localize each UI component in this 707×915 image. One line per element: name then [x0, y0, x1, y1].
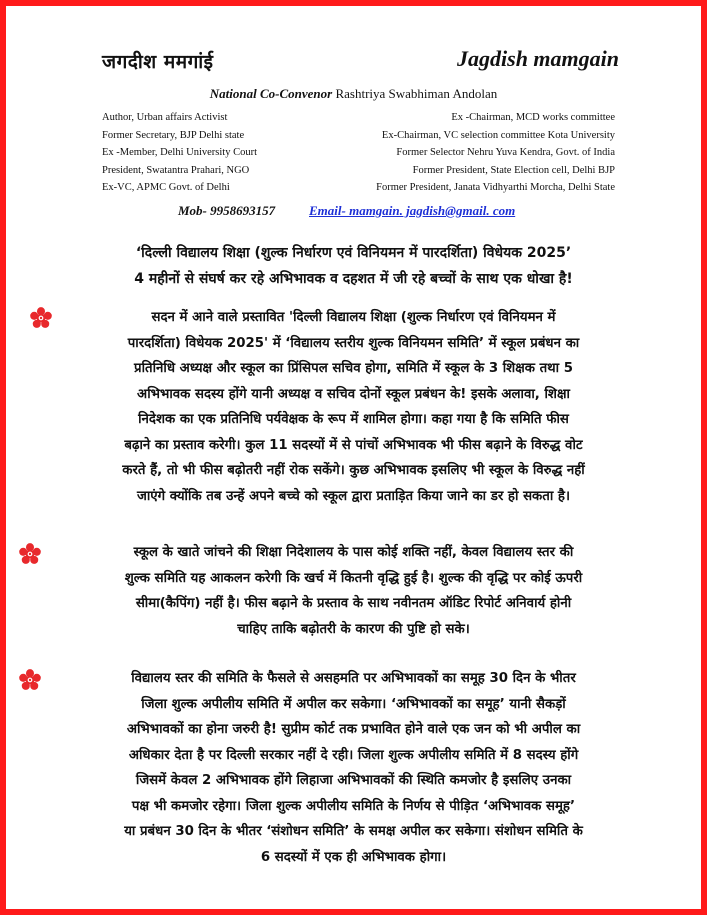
credential-item: Former Selector Nehru Yuva Kendra, Govt. of India: [396, 147, 615, 158]
paragraph-line: सीमा(कैपिंग) नहीं है। फीस बढ़ाने के प्रस्ताव के साथ नवीनतम ऑडिट रिपोर्ट अनिवार्य होनी: [135, 596, 572, 611]
organization-name: Rashtriya Swabhiman Andolan: [335, 86, 498, 101]
credential-item: Former President, Janata Vidhyarthi Morcha, Delhi State: [376, 182, 615, 193]
paragraph-1: [24, 305, 683, 509]
paragraph-3: [24, 666, 683, 870]
document-heading: [6, 240, 701, 292]
paragraph-line: बढ़ाने का प्रस्ताव करेगी। कुल 11 सदस्यों में से पांचों अभिभावक भी फीस बढ़ाने के विरुद्ध वोट: [124, 437, 583, 453]
credential-item: Former Secretary, BJP Delhi state: [102, 129, 245, 141]
paragraph-line: पारदर्शिता) विधेयक 2025' में ‘विद्यालय स्तरीय शुल्क विनियमन समिति’ में स्कूल प्रबंधन का: [127, 335, 580, 351]
paragraph-line: 6 सदस्यों में एक ही अभिभावक होगा।: [260, 849, 447, 865]
paragraph-line: विद्यालय स्तर की समिति के फैसले से असहमति पर अभिभावकों का समूह 30 दिन के भीतर: [131, 671, 576, 686]
paragraph-line: सदन में आने वाले प्रस्तावित 'दिल्ली विद्यालय शिक्षा (शुल्क निर्धारण एवं विनियमन में: [151, 310, 556, 325]
credential-item: Author, Urban affairs Activist: [102, 112, 228, 123]
author-name-english: Jagdish mamgain: [457, 46, 619, 71]
convenor-line: [6, 86, 701, 102]
paragraph-line: शुल्क समिति यह आकलन करेगी कि खर्च में कितनी वृद्धि हुई है। शुल्क की वृद्धि पर कोई ऊपरी: [124, 570, 583, 586]
convenor-title: National Co-Convenor: [209, 86, 333, 101]
heading-line: 4 महीनों से संघर्ष कर रहे अभिभावक व दहशत में जी रहे बच्चों के साथ एक धोखा है!: [134, 271, 573, 287]
paragraph-line: स्कूल के खाते जांचने की शिक्षा निदेशालय के पास कोई शक्ति नहीं, केवल विद्यालय स्तर की: [133, 545, 574, 560]
heading-line: ‘दिल्ली विद्यालय शिक्षा (शुल्क निर्धारण एवं विनियमन में पारदर्शिता) विधेयक 2025’: [135, 245, 572, 261]
author-name-hindi: जगदीश ममगांई: [102, 51, 214, 73]
credential-item: President, Swatantra Prahari, NGO: [102, 164, 250, 176]
paragraph-line: निदेशक का एक प्रतिनिधि पर्यवेक्षक के रूप में शामिल होगा। कहा गया है कि समिति फीस: [138, 412, 569, 427]
paragraph-2: [24, 540, 683, 642]
paragraph-line: या प्रबंधन 30 दिन के भीतर ‘संशोधन समिति’ के समक्ष अपील कर सकेगा। संशोधन समिति के: [124, 824, 583, 839]
credential-item: Ex-VC, APMC Govt. of Delhi: [102, 182, 230, 193]
paragraph-line: चाहिए ताकि बढ़ोतरी के कारण की पुष्टि हो सके।: [237, 621, 470, 637]
credential-item: Ex -Chairman, MCD works committee: [451, 112, 615, 123]
credentials-left: [102, 109, 257, 197]
credential-item: Ex-Chairman, VC selection committee Kota University: [381, 129, 615, 141]
credential-item: Ex -Member, Delhi University Court: [102, 147, 258, 158]
mobile-number: Mob- 9958693157: [178, 203, 276, 218]
paragraph-line: जिला शुल्क अपीलीय समिति में अपील कर सकेगा। ‘अभिभावकों का समूह’ यानी सैकड़ों: [141, 696, 566, 712]
paragraph-line: जिसमें केवल 2 अभिभावक होंगे लिहाजा अभिभावकों की स्थिति कमजोर है इसलिए उनका: [135, 773, 572, 788]
paragraph-line: अभिभावक सदस्य होंगे यानी अध्यक्ष व सचिव दोनों स्कूल प्रबंधन के! इसके अलावा, शिक्षा: [137, 386, 570, 402]
paragraph-line: प्रतिनिधि अध्यक्ष और स्कूल का प्रिंसिपल सचिव होगा, समिति में स्कूल के 3 शिक्षक तथा 5: [134, 361, 573, 376]
paragraph-line: अभिभावकों का होना जरुरी है! सुप्रीम कोर्ट तक प्रभावित होने वाले एक जन को भी अपील का: [126, 722, 581, 737]
paragraph-line: जाएंगे क्योंकि तब उन्हें अपने बच्चे को स्कूल द्वारा प्रताड़ित किया जाने का डर हो सकता है।: [136, 488, 571, 504]
credentials-right: [376, 109, 615, 197]
email-link[interactable]: Email- mamgain. jagdish@gmail. com: [309, 203, 516, 218]
paragraph-line: पक्ष भी कमजोर रहेगा। जिला शुल्क अपीलीय समिति के निर्णय से पीड़ित ‘अभिभावक समूह’: [131, 798, 576, 814]
credential-item: Former President, State Election cell, Delhi BJP: [412, 164, 615, 176]
paragraph-line: करते हैं, तो भी फीस बढ़ोतरी नहीं रोक सकेंगे। कुछ अभिभावक इसलिए भी स्कूल के विरुद्ध नहीं: [122, 463, 585, 478]
paragraph-line: अधिकार देता है पर दिल्ली सरकार नहीं दे रही। जिला शुल्क अपीलीय समिति में 8 सदस्य होंगे: [128, 747, 579, 763]
